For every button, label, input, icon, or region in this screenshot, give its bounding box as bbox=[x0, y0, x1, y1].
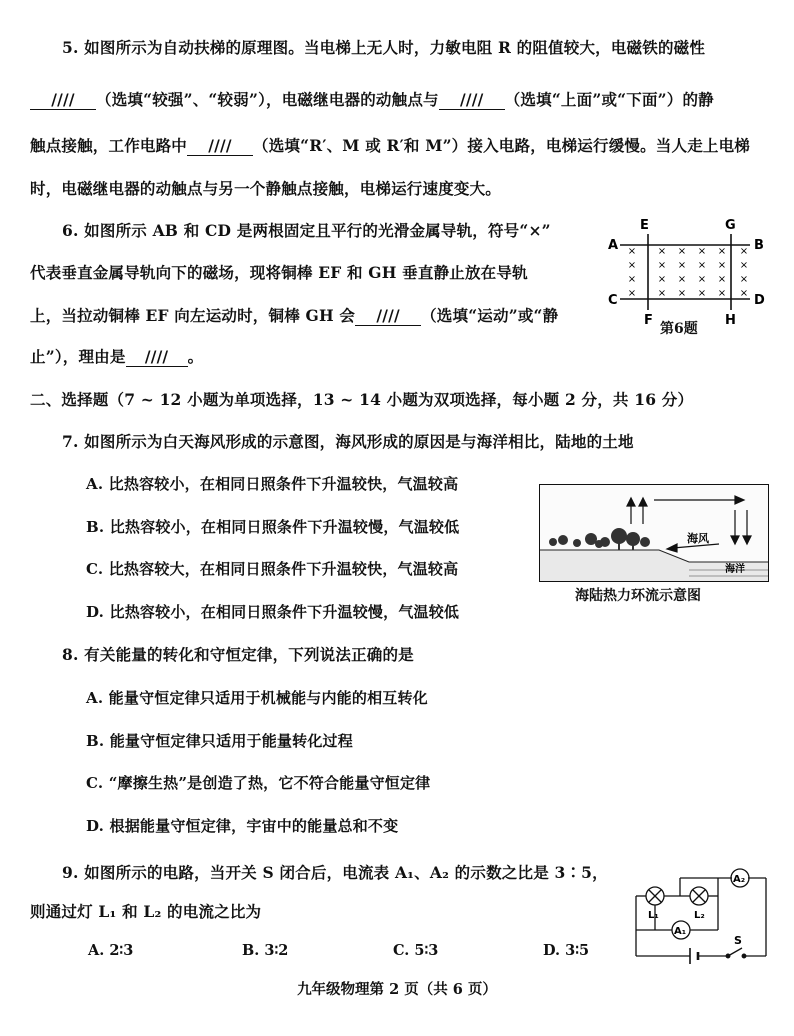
q6-label-D: D bbox=[754, 293, 765, 308]
lamp-L1-label: L₁ bbox=[648, 910, 659, 921]
field-cross-1-3: × bbox=[697, 260, 707, 271]
q7-option-b: B. 比热容较小，在相同日照条件下升温较慢，气温较低 bbox=[86, 518, 460, 536]
field-cross-3-5: × bbox=[739, 288, 749, 299]
q6-figure-caption: 第6题 bbox=[660, 321, 698, 337]
q9-choice-a: A. 2∶3 bbox=[88, 942, 134, 959]
q6-line-4 bbox=[30, 345, 203, 367]
field-cross-0-0: × bbox=[627, 246, 637, 257]
q6-line-3a: 上，当拉动铜棒 EF 向左运动时，铜棒 GH 会 bbox=[30, 306, 356, 325]
q5-line-3b: （选填“R′、M 或 R′和 M”）接入电路，电梯运行缓慢。当人走上电梯 bbox=[253, 136, 750, 155]
q6-label-A: A bbox=[608, 238, 619, 253]
q6-blank-2: //// bbox=[126, 347, 188, 367]
section-2-header: 二、选择题（7 ~ 12 小题为单项选择，13 ~ 14 小题为双项选择，每小题 2 分，共 16 分） bbox=[30, 390, 694, 409]
field-cross-3-2: × bbox=[677, 288, 687, 299]
q9-circuit-figure bbox=[628, 864, 776, 968]
ammeter-A1-label: A₁ bbox=[674, 926, 687, 937]
field-cross-2-0: × bbox=[627, 274, 637, 285]
q5-line-2b: （选填“上面”或“下面”）的静 bbox=[504, 90, 714, 109]
field-cross-1-1: × bbox=[657, 260, 667, 271]
switch-S-label: S bbox=[734, 934, 742, 947]
q6-label-F: F bbox=[644, 313, 653, 328]
q5-line-2a: （选填“较强”、“较弱”），电磁继电器的动触点与 bbox=[96, 90, 439, 109]
q5-line-2 bbox=[30, 88, 714, 110]
q5-blank-1: //// bbox=[30, 90, 96, 110]
q6-label-C: C bbox=[608, 293, 618, 308]
q9-choice-c: C. 5∶3 bbox=[393, 942, 439, 959]
q6-blank-1: //// bbox=[355, 306, 421, 326]
q6-label-G: G bbox=[725, 218, 736, 233]
q6-label-E: E bbox=[640, 218, 649, 233]
q6-label-H: H bbox=[725, 313, 736, 328]
q6-line-4a: 止”），理由是 bbox=[30, 347, 126, 366]
field-cross-0-5: × bbox=[739, 246, 749, 257]
q7-option-c: C. 比热容较大，在相同日照条件下升温较快，气温较高 bbox=[86, 560, 459, 578]
field-cross-2-3: × bbox=[697, 274, 707, 285]
field-cross-3-4: × bbox=[717, 288, 727, 299]
q6-rail-figure bbox=[604, 212, 774, 330]
field-cross-0-3: × bbox=[697, 246, 707, 257]
sea-breeze-label: 海风 bbox=[687, 532, 709, 545]
q9-choice-b: B. 3∶2 bbox=[242, 942, 289, 959]
field-cross-0-1: × bbox=[657, 246, 667, 257]
q9-line-1: 9. 如图所示的电路，当开关 S 闭合后，电流表 A₁、A₂ 的示数之比是 3∶5， bbox=[62, 863, 608, 882]
field-cross-0-4: × bbox=[717, 246, 727, 257]
field-cross-1-0: × bbox=[627, 260, 637, 271]
q6-line-4b: 。 bbox=[187, 347, 204, 366]
field-cross-3-3: × bbox=[697, 288, 707, 299]
field-cross-1-2: × bbox=[677, 260, 687, 271]
field-cross-0-2: × bbox=[677, 246, 687, 257]
q7-figure-caption: 海陆热力环流示意图 bbox=[575, 588, 701, 604]
q5-line-3a: 触点接触，工作电路中 bbox=[30, 136, 188, 155]
page-footer: 九年级物理第 2 页（共 6 页） bbox=[297, 981, 497, 998]
sea-breeze-figure bbox=[539, 484, 769, 582]
lamp-L2-label: L₂ bbox=[694, 910, 705, 921]
q5-blank-3: //// bbox=[187, 136, 253, 156]
ammeter-A2-label: A₂ bbox=[733, 874, 746, 885]
q6-label-B: B bbox=[754, 238, 764, 253]
q6-line-1: 6. 如图所示 AB 和 CD 是两根固定且平行的光滑金属导轨，符号“×” bbox=[62, 221, 551, 240]
ocean-label: 海洋 bbox=[725, 564, 745, 575]
field-cross-1-5: × bbox=[739, 260, 749, 271]
q8-option-b: B. 能量守恒定律只适用于能量转化过程 bbox=[86, 732, 353, 750]
q6-line-2: 代表垂直金属导轨向下的磁场，现将铜棒 EF 和 GH 垂直静止放在导轨 bbox=[30, 263, 528, 282]
magnetic-field-crosses bbox=[628, 246, 748, 299]
q8-stem: 8. 有关能量的转化和守恒定律，下列说法正确的是 bbox=[62, 645, 414, 664]
q5-blank-2: //// bbox=[439, 90, 505, 110]
q5-line-3 bbox=[30, 134, 750, 156]
q8-option-c: C. “摩擦生热”是创造了热，它不符合能量守恒定律 bbox=[86, 774, 431, 792]
field-cross-2-1: × bbox=[657, 274, 667, 285]
field-cross-2-2: × bbox=[677, 274, 687, 285]
q5-line-1: 5. 如图所示为自动扶梯的原理图。当电梯上无人时，力敏电阻 R 的阻值较大，电磁铁的磁性 bbox=[62, 38, 706, 57]
q8-option-a: A. 能量守恒定律只适用于机械能与内能的相互转化 bbox=[86, 689, 428, 707]
q7-option-d: D. 比热容较小，在相同日照条件下升温较慢，气温较低 bbox=[86, 603, 460, 621]
field-cross-3-1: × bbox=[657, 288, 667, 299]
field-cross-3-0: × bbox=[627, 288, 637, 299]
q9-choice-d: D. 3∶5 bbox=[543, 942, 590, 959]
q7-stem: 7. 如图所示为白天海风形成的示意图，海风形成的原因是与海洋相比，陆地的土地 bbox=[62, 432, 634, 451]
q9-line-2: 则通过灯 L₁ 和 L₂ 的电流之比为 bbox=[30, 902, 262, 921]
field-cross-2-4: × bbox=[717, 274, 727, 285]
q6-line-3b: （选填“运动”或“静 bbox=[421, 306, 559, 325]
field-cross-1-4: × bbox=[717, 260, 727, 271]
field-cross-2-5: × bbox=[739, 274, 749, 285]
q6-line-3 bbox=[30, 304, 558, 326]
q5-line-4: 时，电磁继电器的动触点与另一个静触点接触，电梯运行速度变大。 bbox=[30, 179, 502, 198]
q7-option-a: A. 比热容较小，在相同日照条件下升温较快，气温较高 bbox=[86, 475, 459, 493]
q8-option-d: D. 根据能量守恒定律，宇宙中的能量总和不变 bbox=[86, 817, 399, 835]
